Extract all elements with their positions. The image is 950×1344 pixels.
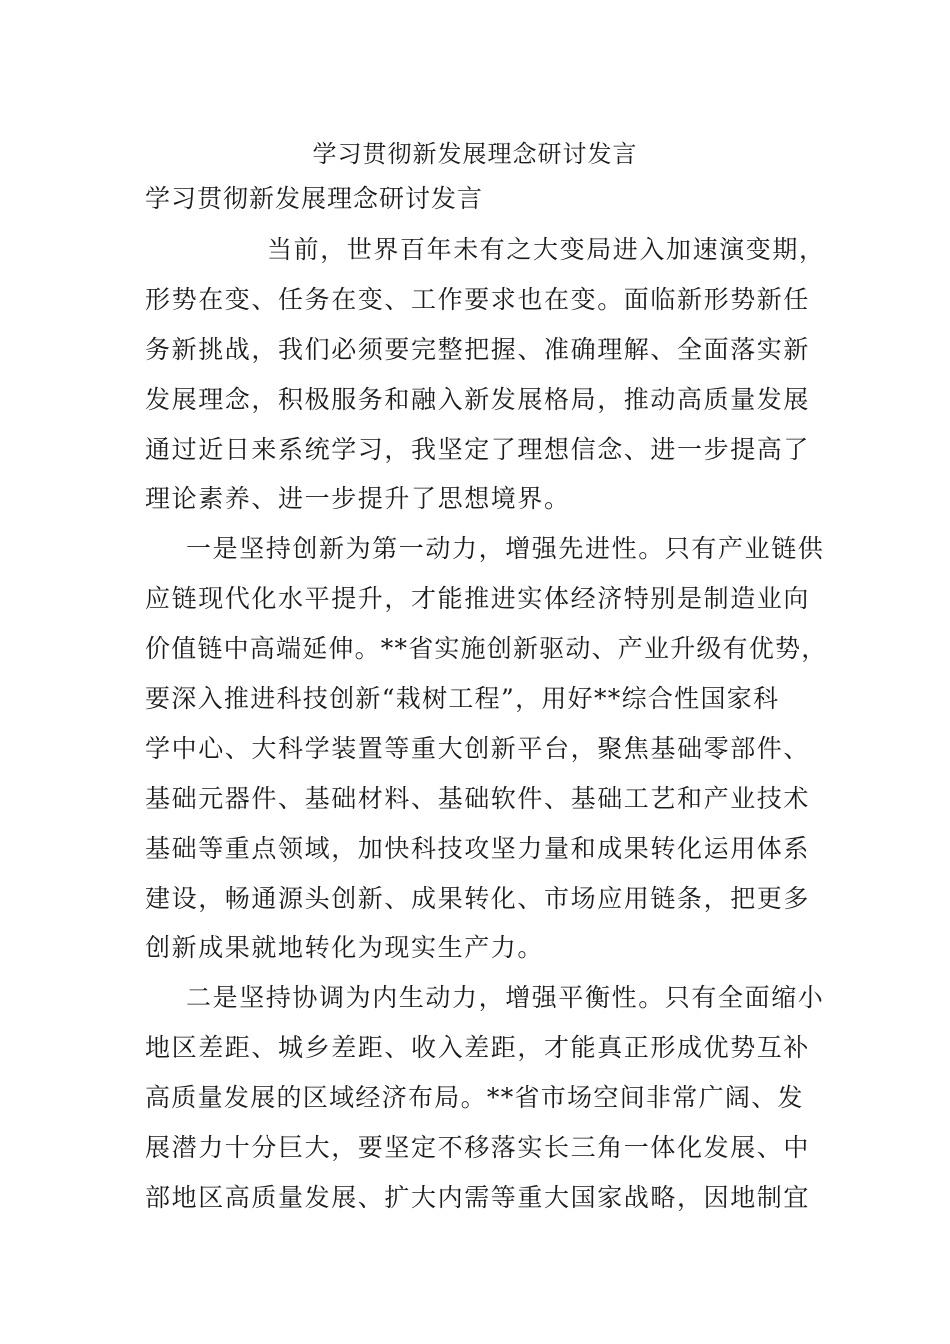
text-line: 建设，畅通源头创新、成果转化、市场应用链条，把更多 <box>145 884 811 913</box>
text-line: 创新成果就地转化为现实生产力。 <box>145 933 545 962</box>
text-line: 地区差距、城乡差距、收入差距，才能真正形成优势互补 <box>145 1033 811 1062</box>
text-line: 价值链中高端延伸。**省实施创新驱动、产业升级有优势， <box>145 634 828 663</box>
document-title: 学习贯彻新发展理念研讨发言 <box>312 140 638 168</box>
text-line: 学中心、大科学装置等重大创新平台，聚焦基础零部件、 <box>145 734 811 763</box>
text-line: 发展理念，积极服务和融入新发展格局，推动高质量发展 <box>145 385 811 414</box>
document-subtitle: 学习贯彻新发展理念研讨发言 <box>145 184 484 213</box>
text-line: 通过近日来系统学习，我坚定了理想信念、进一步提高了 <box>145 435 811 464</box>
text-line: 应链现代化水平提升，才能推进实体经济特别是制造业向 <box>145 584 811 613</box>
text-line: 二是坚持协调为内生动力，增强平衡性。只有全面缩小 <box>186 983 825 1012</box>
text-line: 当前，世界百年未有之大变局进入加速演变期， <box>267 235 826 264</box>
text-line: 基础元器件、基础材料、基础软件、基础工艺和产业技术 <box>145 784 811 813</box>
text-line: 基础等重点领域，加快科技攻坚力量和成果转化运用体系 <box>145 834 811 863</box>
text-line: 高质量发展的区域经济布局。**省市场空间非常广阔、发 <box>145 1083 804 1112</box>
text-line: 形势在变、任务在变、工作要求也在变。面临新形势新任 <box>145 285 811 314</box>
text-line: 展潜力十分巨大，要坚定不移落实长三角一体化发展、中 <box>145 1133 811 1162</box>
text-line: 理论素养、进一步提升了思想境界。 <box>145 484 571 513</box>
text-line: 部地区高质量发展、扩大内需等重大国家战略，因地制宜 <box>145 1183 811 1212</box>
text-line: 要深入推进科技创新“栽树工程”，用好**综合性国家科 <box>145 684 780 713</box>
text-line: 一是坚持创新为第一动力，增强先进性。只有产业链供 <box>186 534 825 563</box>
text-line: 务新挑战，我们必须要完整把握、准确理解、全面落实新 <box>145 335 811 364</box>
